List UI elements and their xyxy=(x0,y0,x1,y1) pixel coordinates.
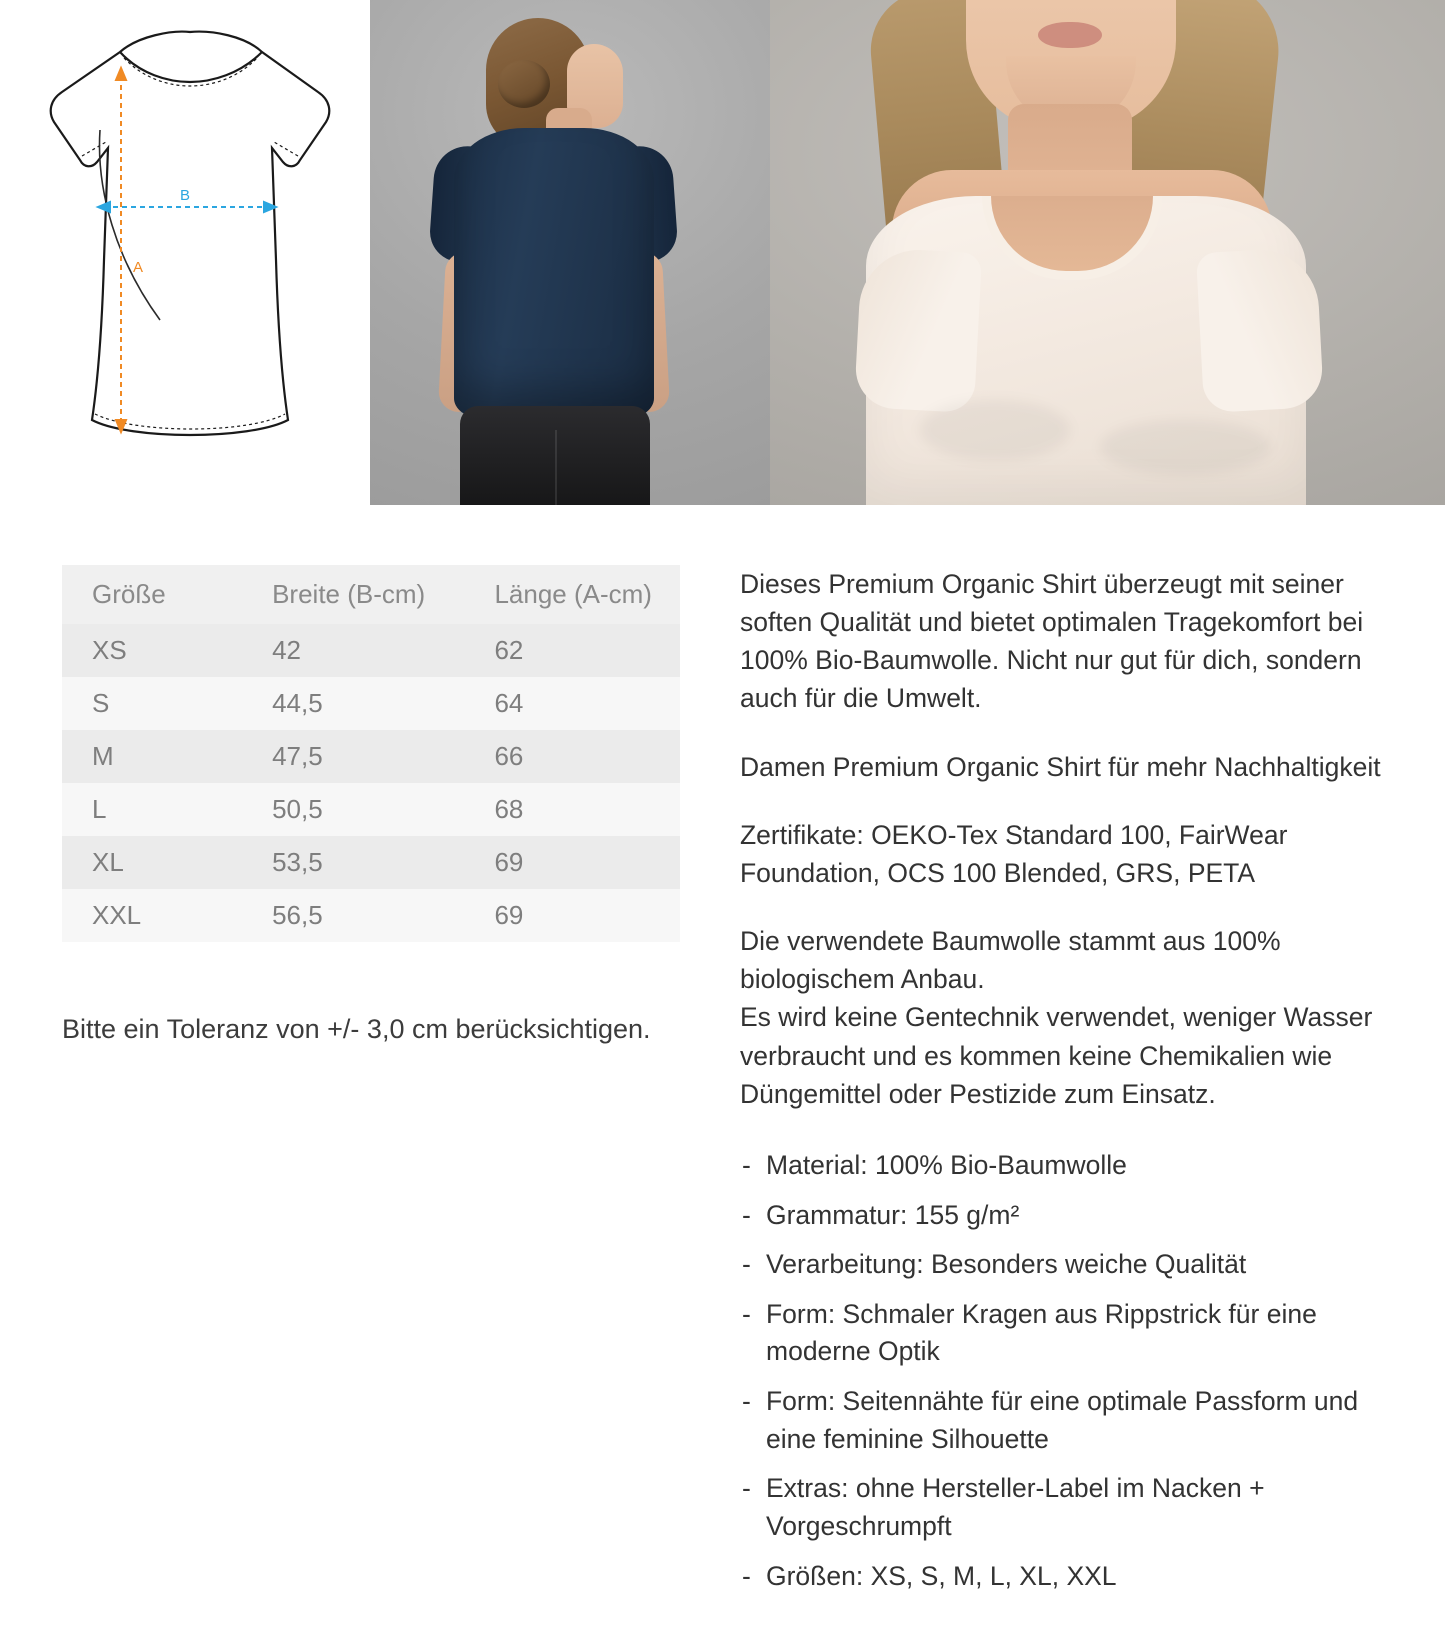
table-row xyxy=(62,677,680,730)
spec-item: - Form: Seitennähte für eine optimale Passform und eine feminine Silhouette xyxy=(740,1383,1383,1458)
model-hair-bun xyxy=(498,60,550,108)
cell-length: 62 xyxy=(464,624,680,677)
product-details xyxy=(0,505,1445,1607)
spec-item: - Material: 100% Bio-Baumwolle xyxy=(740,1147,1383,1185)
table-header-width: Breite (B-cm) xyxy=(242,565,464,624)
cell-size: S xyxy=(62,677,242,730)
cell-width: 47,5 xyxy=(242,730,464,783)
description-cotton-info: Die verwendete Baumwolle stammt aus 100% biologischem Anbau. xyxy=(740,926,1281,995)
cell-size: L xyxy=(62,783,242,836)
spec-item: - Form: Schmaler Kragen aus Rippstrick für eine moderne Optik xyxy=(740,1296,1383,1371)
spec-list xyxy=(740,1147,1383,1595)
tech-label-width: B xyxy=(179,187,191,204)
cell-size: M xyxy=(62,730,242,783)
size-table xyxy=(62,565,680,942)
description-intro: Dieses Premium Organic Shirt überzeugt mit seiner soften Qualität und bietet optimalen Tragekomfort bei 100% Bio-Baumwolle. Nicht nur gut für dich, sondern auch für die Umwelt. xyxy=(740,569,1364,714)
cell-size: XL xyxy=(62,836,242,889)
shirt-sleeve-left xyxy=(854,247,982,413)
table-row xyxy=(62,730,680,783)
table-row xyxy=(62,836,680,889)
product-description xyxy=(740,565,1383,1595)
model-lips xyxy=(1038,22,1102,48)
table-row xyxy=(62,889,680,942)
cell-length: 64 xyxy=(464,677,680,730)
shirt-sleeve-right xyxy=(1196,247,1324,413)
spec-item: - Extras: ohne Hersteller-Label im Nacken + Vorgeschrumpft xyxy=(740,1470,1383,1545)
tech-label-length: A xyxy=(133,259,144,276)
description-eco-info: Es wird keine Gentechnik verwendet, weniger Wasser verbraucht und es kommen keine Chemikalien wie Düngemittel oder Pestizide zum Einsatz. xyxy=(740,1002,1373,1109)
table-header-size: Größe xyxy=(62,565,242,624)
model-photo-back xyxy=(370,0,770,505)
tshirt-technical-svg xyxy=(0,0,370,505)
fabric-fold xyxy=(920,400,1070,460)
model-jeans xyxy=(460,406,650,505)
cell-length: 68 xyxy=(464,783,680,836)
cell-size: XXL xyxy=(62,889,242,942)
spec-item: - Verarbeitung: Besonders weiche Qualität xyxy=(740,1246,1383,1284)
fabric-fold xyxy=(1100,420,1270,474)
description-tagline: Damen Premium Organic Shirt für mehr Nachhaltigkeit xyxy=(740,751,1381,782)
spec-item: - Größen: XS, S, M, L, XL, XXL xyxy=(740,1558,1383,1596)
product-image-strip xyxy=(0,0,1445,505)
cell-width: 53,5 xyxy=(242,836,464,889)
size-chart-column xyxy=(0,565,740,1607)
shirt-body-back xyxy=(454,128,654,418)
table-header-length: Länge (A-cm) xyxy=(464,565,680,624)
cell-width: 44,5 xyxy=(242,677,464,730)
table-row xyxy=(62,624,680,677)
description-column xyxy=(740,565,1445,1607)
cell-length: 69 xyxy=(464,889,680,942)
cell-size: XS xyxy=(62,624,242,677)
table-header-row xyxy=(62,565,680,624)
cell-width: 42 xyxy=(242,624,464,677)
spec-item: - Grammatur: 155 g/m² xyxy=(740,1197,1383,1235)
description-certificates: Zertifikate: OEKO-Tex Standard 100, FairWear Foundation, OCS 100 Blended, GRS, PETA xyxy=(740,819,1288,888)
technical-drawing-image xyxy=(0,0,370,505)
cell-width: 56,5 xyxy=(242,889,464,942)
cell-length: 69 xyxy=(464,836,680,889)
tolerance-note: Bitte ein Toleranz von +/- 3,0 cm berücksichtigen. xyxy=(62,1014,651,1044)
cell-length: 66 xyxy=(464,730,680,783)
cell-width: 50,5 xyxy=(242,783,464,836)
table-row xyxy=(62,783,680,836)
model-photo-front xyxy=(770,0,1445,505)
